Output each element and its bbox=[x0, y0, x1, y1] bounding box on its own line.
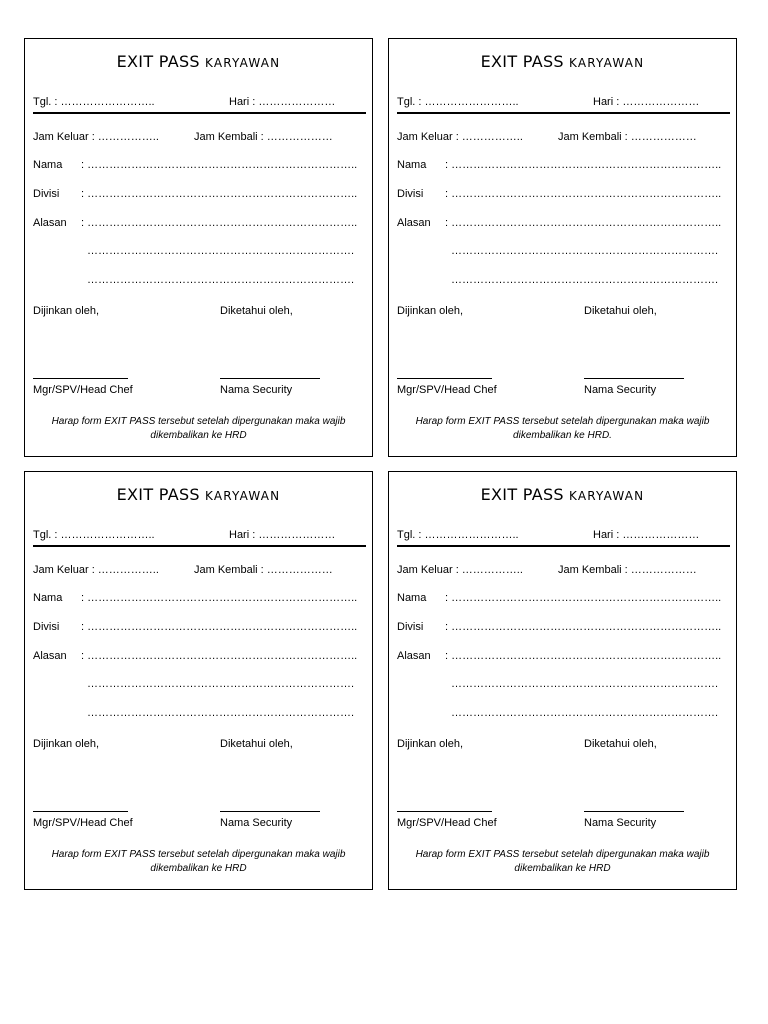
tgl-field[interactable]: Tgl. : …………………….. bbox=[33, 96, 155, 108]
nama-label: Nama bbox=[397, 592, 427, 604]
security-signature-label: Nama Security bbox=[220, 817, 293, 829]
divisi-label: Divisi bbox=[33, 621, 60, 633]
return-note bbox=[389, 415, 736, 443]
jam-keluar-field[interactable]: Jam Keluar : …………….. bbox=[33, 564, 159, 576]
jam-keluar-field[interactable]: Jam Keluar : …………….. bbox=[397, 564, 523, 576]
alasan-field-line-2[interactable]: ………………………………………………………………. bbox=[87, 678, 355, 690]
signature-line-security[interactable] bbox=[584, 378, 684, 379]
signature-line-security[interactable] bbox=[584, 811, 684, 812]
jam-kembali-field[interactable]: Jam Kembali : ……………… bbox=[558, 131, 697, 143]
alasan-label: Alasan bbox=[33, 650, 67, 662]
exit-pass-card-1 bbox=[24, 38, 373, 457]
pass-title bbox=[389, 485, 736, 504]
security-signature-label: Nama Security bbox=[584, 817, 657, 829]
diketahui-label: Diketahui oleh, bbox=[584, 305, 657, 317]
note-line-2: dikembalikan ke HRD. bbox=[513, 430, 612, 441]
alasan-field[interactable]: : ……………………………………………………………….. bbox=[445, 650, 722, 662]
dijinkan-label: Dijinkan oleh, bbox=[33, 738, 100, 750]
alasan-field-line-2[interactable]: ………………………………………………………………. bbox=[451, 245, 719, 257]
pass-title-main: EXIT PASS bbox=[480, 52, 564, 71]
nama-label: Nama bbox=[33, 159, 63, 171]
pass-title-main: EXIT PASS bbox=[116, 52, 200, 71]
alasan-field-line-3[interactable]: ………………………………………………………………. bbox=[87, 274, 355, 286]
divisi-label: Divisi bbox=[33, 188, 60, 200]
hari-field[interactable]: Hari : ………………… bbox=[593, 529, 700, 541]
tgl-field[interactable]: Tgl. : …………………….. bbox=[397, 96, 519, 108]
nama-field[interactable]: : ……………………………………………………………….. bbox=[445, 592, 722, 604]
alasan-field-line-3[interactable]: ………………………………………………………………. bbox=[451, 274, 719, 286]
exit-pass-card-3 bbox=[24, 471, 373, 890]
security-signature-label: Nama Security bbox=[220, 384, 293, 396]
exit-pass-card-4 bbox=[388, 471, 737, 890]
header-divider bbox=[397, 545, 730, 547]
note-line-1: Harap form EXIT PASS tersebut setelah dipergunakan maka wajib bbox=[51, 416, 346, 427]
divisi-label: Divisi bbox=[397, 188, 424, 200]
note-line-2: dikembalikan ke HRD bbox=[514, 863, 611, 874]
jam-kembali-field[interactable]: Jam Kembali : ……………… bbox=[194, 131, 333, 143]
divisi-field[interactable]: : ……………………………………………………………….. bbox=[81, 188, 358, 200]
jam-keluar-field[interactable]: Jam Keluar : …………….. bbox=[33, 131, 159, 143]
signature-line-manager[interactable] bbox=[33, 378, 128, 379]
jam-keluar-field[interactable]: Jam Keluar : …………….. bbox=[397, 131, 523, 143]
nama-label: Nama bbox=[33, 592, 63, 604]
note-line-2: dikembalikan ke HRD bbox=[150, 430, 247, 441]
alasan-label: Alasan bbox=[33, 217, 67, 229]
security-signature-label: Nama Security bbox=[584, 384, 657, 396]
pass-title bbox=[389, 52, 736, 71]
tgl-field[interactable]: Tgl. : …………………….. bbox=[397, 529, 519, 541]
divisi-label: Divisi bbox=[397, 621, 424, 633]
alasan-field[interactable]: : ……………………………………………………………….. bbox=[445, 217, 722, 229]
alasan-field-line-3[interactable]: ………………………………………………………………. bbox=[451, 707, 719, 719]
return-note bbox=[389, 848, 736, 876]
signature-line-manager[interactable] bbox=[397, 811, 492, 812]
nama-field[interactable]: : ……………………………………………………………….. bbox=[81, 159, 358, 171]
note-line-1: Harap form EXIT PASS tersebut setelah dipergunakan maka wajib bbox=[415, 416, 710, 427]
diketahui-label: Diketahui oleh, bbox=[584, 738, 657, 750]
diketahui-label: Diketahui oleh, bbox=[220, 738, 293, 750]
alasan-label: Alasan bbox=[397, 650, 431, 662]
alasan-label: Alasan bbox=[397, 217, 431, 229]
header-divider bbox=[33, 112, 366, 114]
nama-label: Nama bbox=[397, 159, 427, 171]
dijinkan-label: Dijinkan oleh, bbox=[397, 305, 464, 317]
hari-field[interactable]: Hari : ………………… bbox=[229, 96, 336, 108]
nama-field[interactable]: : ……………………………………………………………….. bbox=[81, 592, 358, 604]
alasan-field-line-2[interactable]: ………………………………………………………………. bbox=[451, 678, 719, 690]
pass-title bbox=[25, 485, 372, 504]
signature-line-manager[interactable] bbox=[397, 378, 492, 379]
alasan-field-line-3[interactable]: ………………………………………………………………. bbox=[87, 707, 355, 719]
dijinkan-label: Dijinkan oleh, bbox=[33, 305, 100, 317]
note-line-2: dikembalikan ke HRD bbox=[150, 863, 247, 874]
jam-kembali-field[interactable]: Jam Kembali : ……………… bbox=[194, 564, 333, 576]
mgr-signature-label: Mgr/SPV/Head Chef bbox=[397, 384, 497, 396]
pass-title-sub: KARYAWAN bbox=[568, 56, 645, 70]
alasan-field-line-2[interactable]: ………………………………………………………………. bbox=[87, 245, 355, 257]
pass-title-main: EXIT PASS bbox=[480, 485, 564, 504]
alasan-field[interactable]: : ……………………………………………………………….. bbox=[81, 650, 358, 662]
return-note bbox=[25, 415, 372, 443]
return-note bbox=[25, 848, 372, 876]
jam-kembali-field[interactable]: Jam Kembali : ……………… bbox=[558, 564, 697, 576]
tgl-field[interactable]: Tgl. : …………………….. bbox=[33, 529, 155, 541]
pass-title-sub: KARYAWAN bbox=[204, 489, 281, 503]
note-line-1: Harap form EXIT PASS tersebut setelah dipergunakan maka wajib bbox=[415, 849, 710, 860]
pass-title-sub: KARYAWAN bbox=[204, 56, 281, 70]
signature-line-manager[interactable] bbox=[33, 811, 128, 812]
header-divider bbox=[397, 112, 730, 114]
pass-title bbox=[25, 52, 372, 71]
signature-line-security[interactable] bbox=[220, 811, 320, 812]
pass-title-main: EXIT PASS bbox=[116, 485, 200, 504]
pass-title-sub: KARYAWAN bbox=[568, 489, 645, 503]
mgr-signature-label: Mgr/SPV/Head Chef bbox=[33, 817, 133, 829]
dijinkan-label: Dijinkan oleh, bbox=[397, 738, 464, 750]
header-divider bbox=[33, 545, 366, 547]
nama-field[interactable]: : ……………………………………………………………….. bbox=[445, 159, 722, 171]
divisi-field[interactable]: : ……………………………………………………………….. bbox=[445, 188, 722, 200]
note-line-1: Harap form EXIT PASS tersebut setelah dipergunakan maka wajib bbox=[51, 849, 346, 860]
exit-pass-card-2 bbox=[388, 38, 737, 457]
alasan-field[interactable]: : ……………………………………………………………….. bbox=[81, 217, 358, 229]
signature-line-security[interactable] bbox=[220, 378, 320, 379]
divisi-field[interactable]: : ……………………………………………………………….. bbox=[81, 621, 358, 633]
divisi-field[interactable]: : ……………………………………………………………….. bbox=[445, 621, 722, 633]
mgr-signature-label: Mgr/SPV/Head Chef bbox=[33, 384, 133, 396]
hari-field[interactable]: Hari : ………………… bbox=[229, 529, 336, 541]
diketahui-label: Diketahui oleh, bbox=[220, 305, 293, 317]
hari-field[interactable]: Hari : ………………… bbox=[593, 96, 700, 108]
mgr-signature-label: Mgr/SPV/Head Chef bbox=[397, 817, 497, 829]
